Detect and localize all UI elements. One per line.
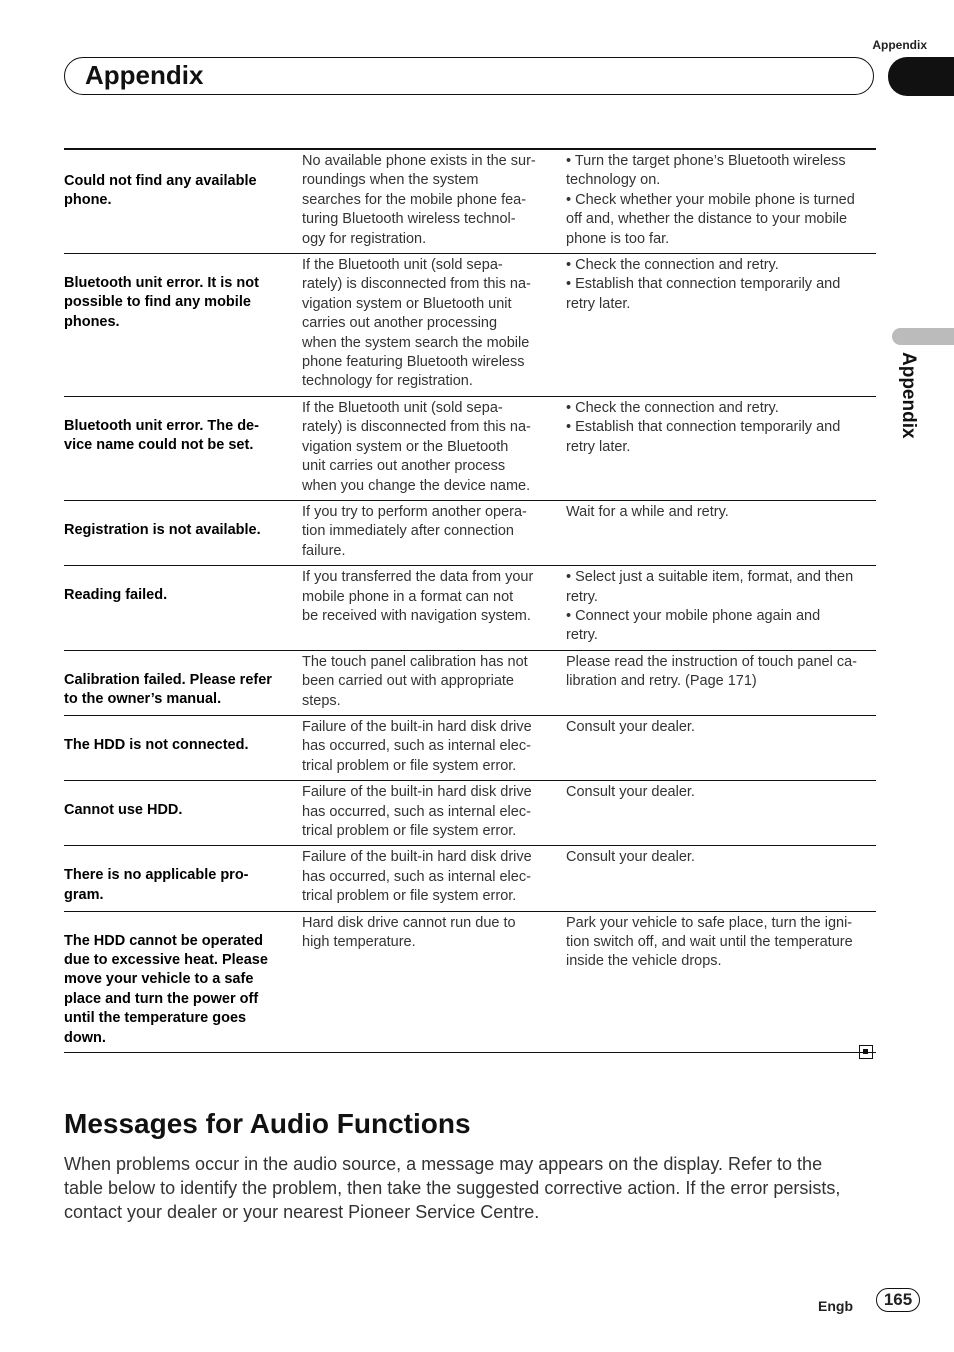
cause-cell-line: Failure of the built-in hard disk drive	[302, 718, 532, 735]
cause-cell-line: trical problem or file system error.	[302, 757, 517, 774]
intro-line: contact your dealer or your nearest Pioneer Service Centre.	[64, 1202, 540, 1222]
cause-cell-line: unit carries out another process	[302, 458, 506, 475]
message-cell	[64, 650, 302, 715]
cause-cell	[302, 781, 566, 846]
message-cell	[64, 396, 302, 500]
cause-cell-line: Failure of the built-in hard disk drive	[302, 849, 532, 866]
cause-cell	[302, 650, 566, 715]
table-row	[64, 715, 876, 780]
action-cell	[566, 650, 876, 715]
message-cell-line: move your vehicle to a safe	[64, 971, 254, 988]
cause-cell-line: be received with navigation system.	[302, 607, 531, 624]
message-cell-line: due to excessive heat. Please	[64, 952, 268, 969]
action-cell	[566, 254, 876, 397]
cause-cell-line: has occurred, such as internal elec-	[302, 868, 531, 885]
action-cell-line: • Turn the target phone’s Bluetooth wireless	[566, 153, 846, 169]
table-row	[64, 781, 876, 846]
cause-cell	[302, 396, 566, 500]
table-row	[64, 396, 876, 500]
cause-cell	[302, 715, 566, 780]
cause-cell	[302, 911, 566, 1052]
table-row	[64, 149, 876, 254]
message-cell-line: down.	[64, 1029, 106, 1046]
message-cell	[64, 149, 302, 254]
message-cell	[64, 254, 302, 397]
cause-cell-line: has occurred, such as internal elec-	[302, 803, 531, 820]
message-cell-line: phone.	[64, 192, 112, 209]
cause-cell-line: failure.	[302, 542, 346, 559]
action-cell-line: technology on.	[566, 172, 661, 189]
cause-cell-line: been carried out with appropriate	[302, 673, 514, 690]
table-row	[64, 566, 876, 651]
message-cell-line: gram.	[64, 886, 104, 903]
action-cell-line: Consult your dealer.	[566, 849, 695, 866]
message-cell-line: The HDD is not connected.	[64, 736, 249, 753]
cause-cell-line: trical problem or file system error.	[302, 888, 517, 905]
cause-cell	[302, 846, 566, 911]
message-cell-line: Bluetooth unit error. The de-	[64, 417, 259, 434]
intro-line: When problems occur in the audio source, a message may appears on the display. Refer to the	[64, 1154, 823, 1174]
message-cell-line: Reading failed.	[64, 587, 168, 604]
table-row	[64, 846, 876, 911]
action-cell-line: inside the vehicle drops.	[566, 953, 722, 970]
action-cell-line: • Establish that connection temporarily and	[566, 419, 841, 436]
cause-cell-line: If the Bluetooth unit (sold sepa-	[302, 399, 503, 416]
message-cell-line: Bluetooth unit error. It is not	[64, 275, 259, 292]
table-row	[64, 911, 876, 1052]
message-cell-line: phones.	[64, 313, 120, 330]
side-index-label: Appendix	[898, 352, 919, 439]
table-row	[64, 650, 876, 715]
cause-cell	[302, 566, 566, 651]
cause-cell	[302, 500, 566, 565]
cause-cell-line: vigation system or Bluetooth unit	[302, 295, 512, 312]
cause-cell-line: No available phone exists in the sur-	[302, 153, 536, 169]
language-code: Engb	[818, 1298, 853, 1314]
action-cell-line: retry later.	[566, 295, 631, 312]
cause-cell-line: phone featuring Bluetooth wireless	[302, 354, 525, 371]
cause-cell-line: searches for the mobile phone fea-	[302, 191, 527, 208]
action-cell-line: Consult your dealer.	[566, 784, 695, 801]
action-cell	[566, 715, 876, 780]
message-cell	[64, 846, 302, 911]
action-cell-line: • Check the connection and retry.	[566, 399, 779, 416]
action-cell	[566, 149, 876, 254]
cause-cell-line: Failure of the built-in hard disk drive	[302, 784, 532, 801]
action-cell-line: retry.	[566, 627, 598, 644]
message-cell-line: There is no applicable pro-	[64, 867, 249, 884]
cause-cell-line: mobile phone in a format can not	[302, 588, 514, 605]
message-cell-line: Cannot use HDD.	[64, 802, 183, 819]
action-cell	[566, 846, 876, 911]
cause-cell	[302, 254, 566, 397]
action-cell	[566, 500, 876, 565]
cause-cell-line: rately) is disconnected from this na-	[302, 419, 531, 436]
cause-cell-line: trical problem or file system error.	[302, 823, 517, 839]
page-title: Appendix	[85, 60, 204, 90]
message-cell-line: possible to find any mobile	[64, 294, 251, 311]
action-cell-line: • Check the connection and retry.	[566, 257, 779, 274]
action-cell	[566, 566, 876, 651]
cause-cell-line: If you try to perform another opera-	[302, 503, 527, 520]
message-cell-line: Calibration failed. Please refer	[64, 671, 272, 688]
cause-cell-line: roundings when the system	[302, 172, 479, 189]
cause-cell-line: carries out another processing	[302, 315, 498, 332]
cause-cell-line: has occurred, such as internal elec-	[302, 738, 531, 755]
action-cell-line: • Establish that connection temporarily and	[566, 276, 841, 293]
message-cell-line: The HDD cannot be operated	[64, 932, 263, 949]
message-cell-line: vice name could not be set.	[64, 437, 254, 454]
cause-cell-line: ogy for registration.	[302, 230, 427, 247]
cause-cell-line: If the Bluetooth unit (sold sepa-	[302, 257, 503, 274]
cause-cell-line: Hard disk drive cannot run due to	[302, 914, 516, 931]
action-cell-line: • Select just a suitable item, format, and then	[566, 569, 854, 586]
message-cell-line: until the temperature goes	[64, 1010, 247, 1027]
cause-cell-line: high temperature.	[302, 934, 416, 951]
section-heading: Messages for Audio Functions	[64, 1108, 471, 1139]
message-cell-line: place and turn the power off	[64, 990, 259, 1007]
cause-cell-line: technology for registration.	[302, 373, 473, 390]
cause-cell-line: turing Bluetooth wireless technol-	[302, 211, 516, 228]
action-cell	[566, 781, 876, 846]
action-cell-line: tion switch off, and wait until the temperature	[566, 934, 853, 951]
action-cell-line: • Connect your mobile phone again and	[566, 607, 821, 624]
action-cell-line: Consult your dealer.	[566, 718, 695, 735]
action-cell	[566, 911, 876, 1052]
cause-cell-line: when you change the device name.	[302, 477, 531, 494]
running-head: Appendix	[872, 38, 927, 52]
action-cell-line: off and, whether the distance to your mobile	[566, 211, 848, 228]
message-cell	[64, 500, 302, 565]
message-cell	[64, 715, 302, 780]
action-cell-line: Park your vehicle to safe place, turn the igni-	[566, 914, 853, 931]
cause-cell-line: If you transferred the data from your	[302, 569, 534, 586]
message-cell	[64, 781, 302, 846]
message-cell-line: to the owner’s manual.	[64, 691, 222, 708]
message-cell	[64, 566, 302, 651]
page-number: 165	[876, 1288, 920, 1312]
table-row	[64, 500, 876, 565]
cause-cell	[302, 149, 566, 254]
chapter-tab-marker	[888, 57, 954, 96]
message-cell-line: Registration is not available.	[64, 521, 261, 538]
section-title-box	[64, 57, 874, 95]
action-cell-line: • Check whether your mobile phone is turned	[566, 191, 855, 208]
action-cell-line: Wait for a while and retry.	[566, 503, 729, 520]
section-end-mark-icon	[859, 1045, 873, 1059]
intro-line: table below to identify the problem, then take the suggested corrective action. If the error persists,	[64, 1178, 841, 1198]
cause-cell-line: vigation system or the Bluetooth	[302, 438, 509, 455]
cause-cell-line: when the system search the mobile	[302, 334, 530, 351]
action-cell-line: retry.	[566, 588, 598, 605]
error-message-table	[64, 148, 876, 1053]
action-cell-line: Please read the instruction of touch panel ca-	[566, 653, 857, 670]
cause-cell-line: The touch panel calibration has not	[302, 653, 528, 670]
cause-cell-line: tion immediately after connection	[302, 523, 514, 540]
message-cell-line: Could not find any available	[64, 173, 257, 189]
action-cell-line: phone is too far.	[566, 230, 670, 247]
action-cell-line: retry later.	[566, 438, 631, 455]
side-index-tab	[892, 328, 954, 345]
section-intro	[64, 1152, 884, 1224]
action-cell-line: libration and retry. (Page 171)	[566, 673, 757, 690]
table-row	[64, 254, 876, 397]
cause-cell-line: steps.	[302, 692, 341, 709]
action-cell	[566, 396, 876, 500]
cause-cell-line: rately) is disconnected from this na-	[302, 276, 531, 293]
message-cell	[64, 911, 302, 1052]
